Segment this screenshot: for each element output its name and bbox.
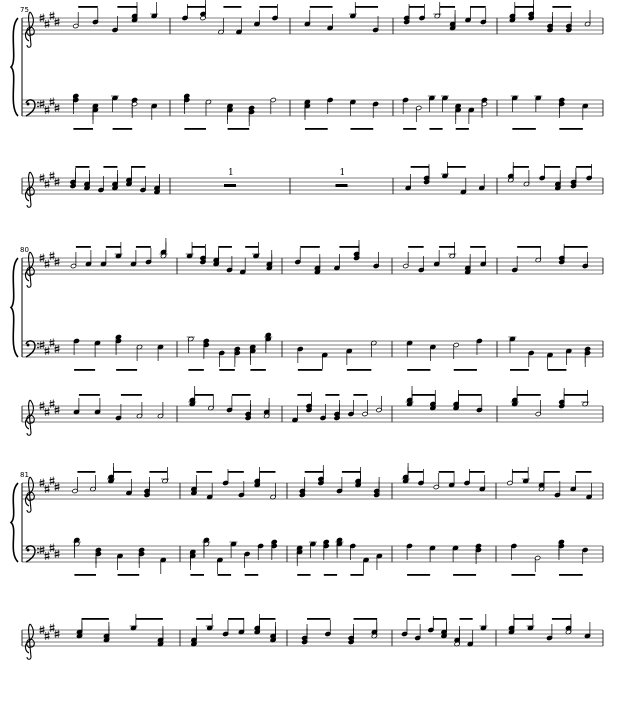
beam bbox=[439, 246, 455, 248]
beam bbox=[245, 574, 259, 576]
key-sharp-icon bbox=[45, 485, 50, 494]
beam bbox=[79, 394, 100, 396]
whole-rest bbox=[336, 184, 348, 187]
beam bbox=[456, 128, 469, 130]
beam bbox=[512, 471, 528, 473]
beam bbox=[196, 471, 212, 473]
beam bbox=[517, 246, 541, 248]
beam bbox=[515, 6, 534, 8]
beam bbox=[514, 618, 533, 620]
beam bbox=[564, 394, 588, 396]
beam bbox=[439, 471, 454, 473]
beam bbox=[192, 246, 205, 248]
beam bbox=[260, 618, 276, 620]
beam bbox=[136, 246, 151, 248]
beam bbox=[74, 369, 95, 371]
beam bbox=[190, 574, 204, 576]
key-sharp-icon bbox=[45, 180, 50, 189]
beam bbox=[250, 369, 266, 371]
beam bbox=[513, 166, 529, 168]
system-3 bbox=[11, 463, 603, 659]
key-sharp-icon bbox=[50, 400, 55, 409]
whole-rest bbox=[224, 184, 236, 187]
beam bbox=[545, 166, 561, 168]
beam bbox=[350, 574, 363, 576]
key-sharp-icon bbox=[45, 408, 50, 417]
beam bbox=[149, 471, 167, 473]
beam bbox=[517, 394, 541, 396]
staff-1 bbox=[22, 463, 603, 512]
key-sharp-icon bbox=[50, 252, 55, 261]
beam bbox=[228, 618, 244, 620]
beam bbox=[218, 574, 232, 576]
beam bbox=[103, 166, 117, 168]
beam bbox=[195, 394, 214, 396]
beam bbox=[305, 128, 328, 130]
beam bbox=[433, 618, 446, 620]
key-sharp-icon bbox=[45, 347, 50, 356]
beam bbox=[78, 6, 98, 8]
beam bbox=[470, 246, 486, 248]
beam bbox=[325, 394, 339, 396]
staff-1 bbox=[22, 238, 603, 287]
beam bbox=[187, 6, 205, 8]
key-sharp-icon bbox=[50, 339, 55, 348]
system-1 bbox=[11, 0, 603, 207]
system-2 bbox=[11, 238, 603, 435]
beam bbox=[228, 471, 244, 473]
beam bbox=[259, 6, 277, 8]
staff-3 bbox=[22, 614, 603, 659]
key-sharp-icon bbox=[45, 106, 50, 115]
staff-2 bbox=[22, 537, 603, 575]
key-sharp-icon bbox=[50, 544, 55, 553]
beam bbox=[347, 369, 372, 371]
beam bbox=[559, 128, 583, 130]
beam bbox=[511, 574, 535, 576]
staff-1 bbox=[22, 0, 603, 47]
beam bbox=[307, 618, 330, 620]
beam bbox=[544, 471, 560, 473]
beam bbox=[469, 471, 484, 473]
beam bbox=[454, 369, 477, 371]
beam bbox=[219, 369, 235, 371]
beam bbox=[339, 246, 359, 248]
beam bbox=[559, 574, 583, 576]
beam bbox=[77, 471, 95, 473]
beam bbox=[324, 574, 337, 576]
beam bbox=[228, 128, 250, 130]
key-sharp-icon bbox=[50, 12, 55, 21]
beam bbox=[117, 6, 137, 8]
beam bbox=[184, 128, 206, 130]
key-sharp-icon bbox=[50, 477, 55, 486]
staff-2 bbox=[22, 332, 603, 370]
beam bbox=[548, 369, 567, 371]
beam bbox=[121, 394, 142, 396]
beam bbox=[512, 128, 536, 130]
beam bbox=[355, 6, 378, 8]
beam bbox=[305, 471, 324, 473]
beam bbox=[409, 6, 424, 8]
measure-number: 75 bbox=[20, 6, 29, 14]
beam bbox=[74, 574, 96, 576]
beam bbox=[76, 246, 91, 248]
staff-3 bbox=[22, 386, 603, 435]
beam bbox=[447, 166, 465, 168]
brace bbox=[11, 18, 18, 116]
brace bbox=[11, 258, 18, 357]
beam bbox=[75, 166, 89, 168]
rest-count-label: 1 bbox=[228, 168, 234, 178]
beam bbox=[403, 128, 416, 130]
key-sharp-icon bbox=[45, 260, 50, 269]
beam bbox=[300, 246, 320, 248]
key-sharp-icon bbox=[45, 20, 50, 29]
beam bbox=[106, 246, 121, 248]
beam bbox=[412, 394, 435, 396]
beam bbox=[116, 369, 137, 371]
beam bbox=[552, 6, 571, 8]
beam bbox=[407, 618, 420, 620]
beam bbox=[453, 574, 476, 576]
beam bbox=[407, 574, 430, 576]
beam bbox=[459, 394, 482, 396]
beam bbox=[440, 6, 455, 8]
key-sharp-icon bbox=[50, 98, 55, 107]
key-sharp-icon bbox=[50, 624, 55, 633]
beam bbox=[298, 369, 323, 371]
key-sharp-icon bbox=[45, 632, 50, 641]
staff-3 bbox=[22, 162, 603, 207]
beam bbox=[552, 618, 571, 620]
beam bbox=[113, 128, 133, 130]
beam bbox=[196, 618, 212, 620]
beam bbox=[297, 574, 310, 576]
key-sharp-icon bbox=[45, 552, 50, 561]
beam bbox=[564, 246, 588, 248]
brace bbox=[11, 483, 18, 562]
beam bbox=[113, 471, 131, 473]
measure-number: 80 bbox=[20, 246, 29, 254]
beam bbox=[510, 369, 529, 371]
beam bbox=[470, 6, 485, 8]
beam bbox=[297, 394, 311, 396]
beam bbox=[118, 574, 140, 576]
beam bbox=[429, 128, 442, 130]
beam bbox=[350, 128, 373, 130]
beam bbox=[82, 618, 109, 620]
beam bbox=[223, 6, 241, 8]
beam bbox=[460, 618, 473, 620]
beam bbox=[342, 471, 361, 473]
beam bbox=[131, 166, 145, 168]
key-sharp-icon bbox=[50, 172, 55, 181]
beam bbox=[73, 128, 93, 130]
beam bbox=[353, 394, 367, 396]
rest-count-label: 1 bbox=[339, 168, 346, 178]
staff-2 bbox=[22, 93, 603, 129]
beam bbox=[260, 471, 276, 473]
beam bbox=[411, 166, 429, 168]
beam bbox=[219, 246, 232, 248]
beam bbox=[408, 246, 424, 248]
beam bbox=[354, 618, 377, 620]
beam bbox=[408, 471, 423, 473]
beam bbox=[576, 471, 592, 473]
beam bbox=[136, 618, 163, 620]
beam bbox=[245, 246, 258, 248]
measure-number: 81 bbox=[20, 471, 29, 479]
beam bbox=[576, 166, 592, 168]
beam bbox=[310, 6, 333, 8]
beam bbox=[407, 369, 430, 371]
beam bbox=[232, 394, 251, 396]
beam bbox=[188, 369, 204, 371]
